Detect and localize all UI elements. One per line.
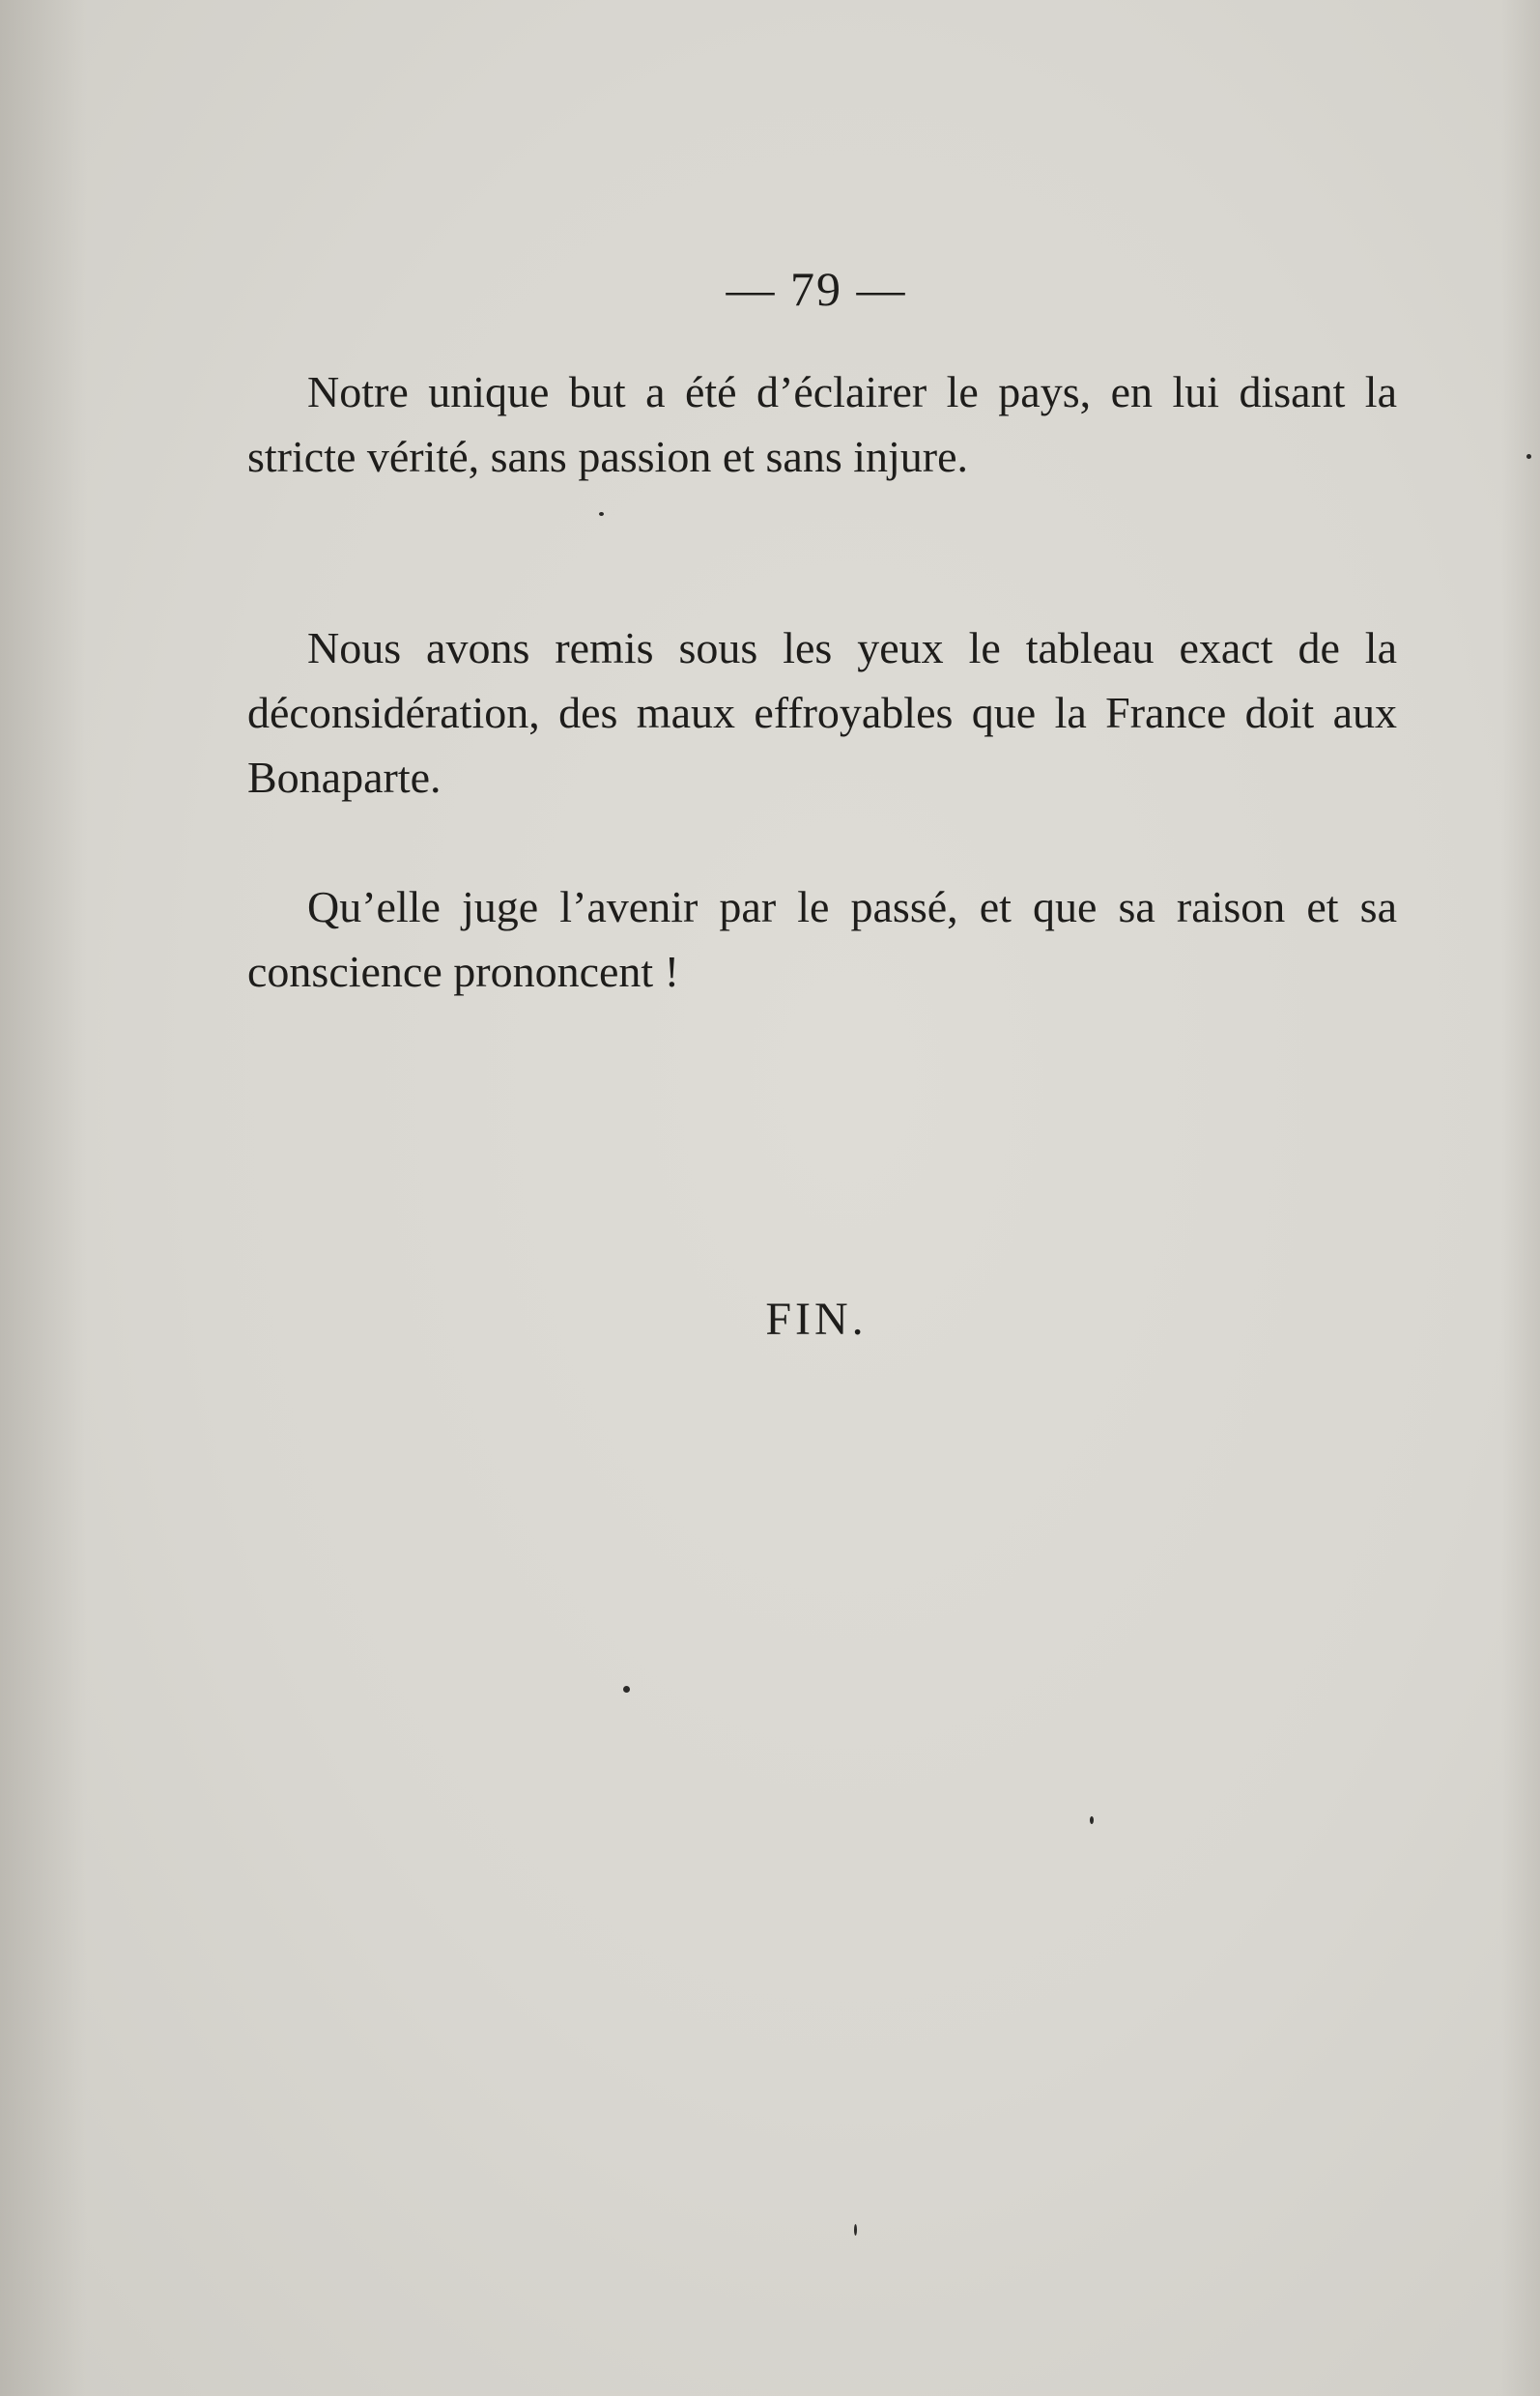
gutter-shadow	[0, 0, 87, 2396]
paragraph-2: Nous avons remis sous les yeux le tableau exact de la déconsidération, des maux effroyables que la France doit aux Bonaparte.	[247, 623, 1397, 802]
paragraph-3: Qu’elle juge l’avenir par le passé, et que sa raison et sa conscience prononcent !	[247, 882, 1397, 996]
paragraph-1: Notre unique but a été d’éclairer le pays, en lui disant la stricte vérité, sans passion et sans injure.	[247, 367, 1397, 481]
paper-speck	[599, 512, 604, 516]
paper-speck	[1090, 1816, 1094, 1824]
paper-speck	[1526, 454, 1531, 459]
page-number: — 79 —	[726, 262, 907, 316]
paper-speck	[623, 1686, 630, 1693]
paper-speck	[854, 2224, 857, 2236]
page-edge-shadow	[1501, 0, 1540, 2396]
end-marker: FIN.	[765, 1294, 868, 1345]
